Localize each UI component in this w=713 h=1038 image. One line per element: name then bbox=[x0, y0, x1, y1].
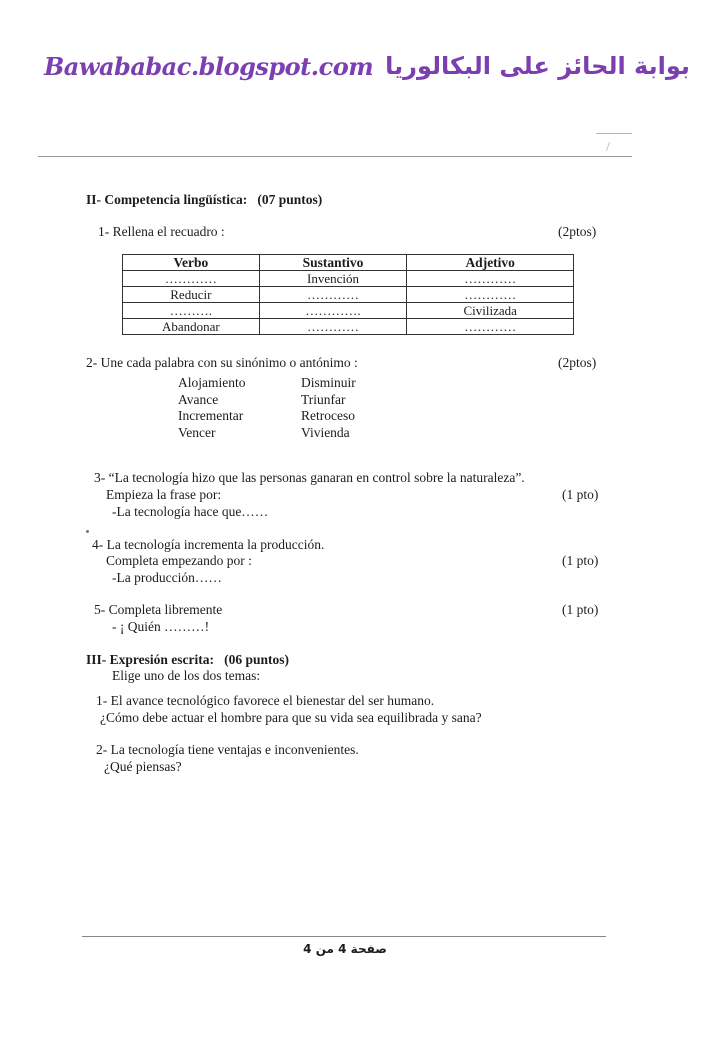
section2-heading bbox=[86, 192, 322, 208]
table-cell: Invención bbox=[259, 271, 407, 287]
fill-table bbox=[122, 254, 574, 335]
table-row bbox=[123, 287, 574, 303]
table-cell[interactable]: ………… bbox=[259, 319, 407, 335]
section3-points: (06 puntos) bbox=[224, 652, 290, 667]
q3-instruction: Empieza la frase por: bbox=[106, 487, 222, 502]
page-number: صفحة 4 من 4 bbox=[303, 942, 387, 956]
table-row bbox=[123, 303, 574, 319]
q2-left-column bbox=[178, 375, 246, 441]
table-header: Verbo bbox=[123, 255, 260, 271]
q2-points: (2ptos) bbox=[558, 355, 597, 370]
q4-points: (1 pto) bbox=[562, 553, 599, 568]
table-header: Sustantivo bbox=[259, 255, 407, 271]
q2-right-column bbox=[301, 375, 356, 441]
top-rule bbox=[38, 156, 632, 157]
section3-title: III- Expresión escrita: bbox=[86, 652, 214, 667]
table-cell[interactable]: ………… bbox=[407, 319, 574, 335]
scan-speck bbox=[86, 530, 89, 533]
q2-word: Triunfar bbox=[301, 391, 346, 407]
footer-rule bbox=[82, 936, 606, 937]
q3-start[interactable]: -La tecnología hace que…… bbox=[112, 504, 269, 519]
q4-instruction: Completa empezando por : bbox=[106, 553, 252, 568]
q1-label: 1- Rellena el recuadro : bbox=[98, 224, 225, 239]
q2-word: Vivienda bbox=[301, 424, 350, 440]
section3-heading bbox=[86, 652, 289, 668]
q2-word: Vencer bbox=[178, 424, 216, 440]
watermark-header bbox=[44, 46, 690, 86]
table-row bbox=[123, 271, 574, 287]
table-cell: Reducir bbox=[123, 287, 260, 303]
q2-word: Alojamiento bbox=[178, 375, 246, 390]
q5-points: (1 pto) bbox=[562, 602, 599, 617]
section2-points: (07 puntos) bbox=[257, 192, 323, 207]
topic1-line1: 1- El avance tecnológico favorece el bienestar del ser humano. bbox=[96, 693, 435, 708]
watermark-site: Bawababac.blogspot.com bbox=[44, 51, 374, 81]
table-header-row bbox=[123, 255, 574, 271]
topic2-line1: 2- La tecnología tiene ventajas e inconvenientes. bbox=[96, 742, 359, 757]
table-cell[interactable]: ………… bbox=[123, 271, 260, 287]
table-cell[interactable]: ………. bbox=[123, 303, 260, 319]
table-cell: Civilizada bbox=[407, 303, 574, 319]
section3-instruction: Elige uno de los dos temas: bbox=[112, 668, 261, 683]
q4-start[interactable]: -La producción…… bbox=[112, 570, 222, 585]
corner-mark: / bbox=[606, 140, 610, 155]
q1-points: (2ptos) bbox=[558, 224, 597, 239]
top-rule-short bbox=[596, 133, 632, 134]
table-cell: Abandonar bbox=[123, 319, 260, 335]
q2-label: 2- Une cada palabra con su sinónimo o antónimo : bbox=[86, 355, 358, 370]
table-cell[interactable]: ………… bbox=[407, 271, 574, 287]
table-header: Adjetivo bbox=[407, 255, 574, 271]
q5-start[interactable]: - ¡ Quién ………! bbox=[112, 619, 210, 634]
q5-label: 5- Completa libremente bbox=[94, 602, 223, 617]
section2-title: II- Competencia lingüística: bbox=[86, 192, 248, 207]
q2-word: Avance bbox=[178, 391, 219, 407]
table-cell[interactable]: ………… bbox=[259, 287, 407, 303]
q3-points: (1 pto) bbox=[562, 487, 599, 502]
q4-statement: 4- La tecnología incrementa la producción. bbox=[92, 537, 325, 552]
table-row bbox=[123, 319, 574, 335]
watermark-arabic: بوابة الحائز على البكالوريا bbox=[385, 52, 690, 80]
table-cell[interactable]: ………… bbox=[407, 287, 574, 303]
q3-quote: 3- “La tecnología hizo que las personas ganaran en control sobre la naturaleza”. bbox=[94, 470, 525, 485]
q2-word: Disminuir bbox=[301, 375, 356, 390]
topic1-line2: ¿Cómo debe actuar el hombre para que su vida sea equilibrada y sana? bbox=[100, 710, 482, 725]
q2-word: Retroceso bbox=[301, 408, 355, 423]
topic2-line2: ¿Qué piensas? bbox=[104, 759, 182, 774]
table-cell[interactable]: …………. bbox=[259, 303, 407, 319]
q2-word: Incrementar bbox=[178, 408, 244, 423]
